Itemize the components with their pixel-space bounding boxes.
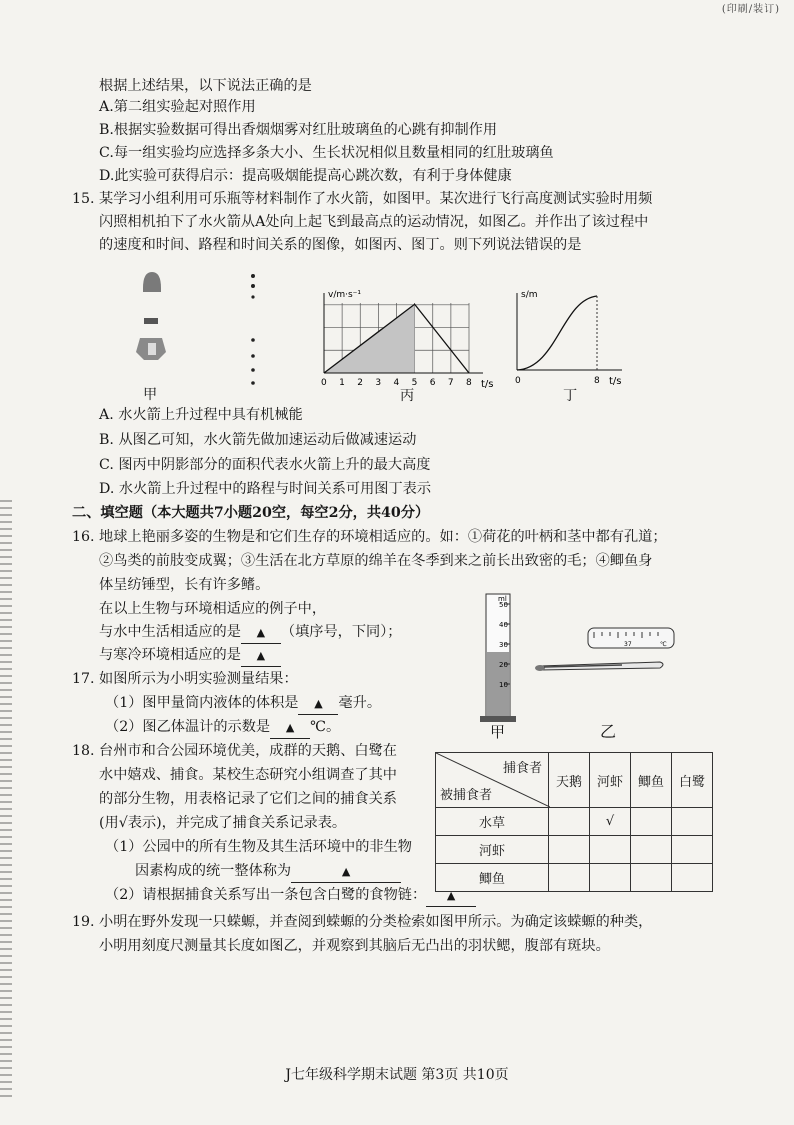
x-tick-label: 5: [411, 378, 418, 388]
velocity-time-chart: [312, 285, 497, 400]
q15-option-b: B. 从图乙可知，水火箭先做加速运动后做减速运动: [99, 432, 417, 448]
fig-ding-label: 丁: [563, 388, 578, 404]
q18-line1: 台州市和合公园环境优美，成群的天鹅、白鹭在: [99, 743, 397, 759]
cylinder-unit: ml: [498, 595, 507, 603]
q16-line4: 在以上生物与环境相适应的例子中，: [99, 601, 327, 617]
q19-number: 19.: [72, 914, 95, 930]
q17-number: 17.: [72, 671, 95, 687]
col-header: 白鹭: [672, 753, 713, 808]
answer-blank[interactable]: ▲: [291, 862, 401, 883]
q15-option-d: D. 水火箭上升过程中的路程与时间关系可用图丁表示: [99, 481, 432, 497]
q18-number: 18.: [72, 743, 95, 759]
x-tick-label: 7: [447, 378, 454, 388]
q18-line3: 的部分生物，用表格记录了它们之间的捕食关系: [99, 791, 397, 807]
tick-20: 20: [499, 661, 508, 669]
fig-jia-label: 甲: [143, 387, 158, 403]
q18-part1b: 因素构成的统一整体称为 ▲: [135, 861, 401, 883]
answer-blank[interactable]: ▲: [270, 718, 310, 739]
x-axis-label: t/s: [481, 379, 494, 390]
x-tick-label: 4: [393, 378, 400, 388]
graduated-cylinder: [478, 590, 518, 725]
rocket-top-icon: [143, 272, 161, 292]
col-header: 天鹅: [549, 753, 590, 808]
table-row: 水草 √: [436, 808, 713, 836]
tick-10: 10: [499, 681, 508, 689]
thermo-bulb-icon: [535, 665, 545, 671]
q17-part2: （2）图乙体温计的示数是 ▲ ℃。: [105, 717, 340, 739]
x-tick-label: 0: [321, 378, 327, 388]
predation-table: [435, 752, 713, 892]
q15-line2: 闪照相机拍下了水火箭从A处向上起飞到最高点的运动情况，如图乙。并作出了该过程中: [99, 214, 649, 230]
thermo-label-37: 37: [624, 641, 632, 648]
flash-photo-dots: [245, 270, 265, 390]
answer-blank[interactable]: ▲: [241, 646, 281, 667]
q19-line2: 小明用刻度尺测量其长度如图乙，并观察到其脑后无凸出的羽状鳃，腹部有斑块。: [99, 938, 610, 954]
q15-number: 15.: [72, 191, 95, 207]
clinical-thermometer: [530, 622, 680, 682]
table-header-corner: 捕食者 被捕食者: [436, 753, 549, 808]
q17-stem: 如图所示为小明实验测量结果：: [99, 671, 298, 687]
table-row: 鲫鱼: [436, 864, 713, 892]
q18-line4: (用√表示)，并完成了捕食关系记录表。: [99, 815, 347, 831]
q15-line1: 某学习小组利用可乐瓶等材料制作了水火箭，如图甲。某次进行飞行高度测试实验时用频: [99, 191, 653, 207]
q14-option-c: C.每一组实验均应选择多条大小、生长状况相似且数量相同的红肚玻璃鱼: [99, 145, 554, 161]
fig-bing-label: 丙: [400, 388, 415, 404]
x-axis-label: t/s: [609, 376, 622, 387]
section-heading: 二、填空题（本大题共7小题20空，每空2分，共40分）: [72, 505, 430, 521]
q17-part1: （1）图甲量筒内液体的体积是 ▲ 毫升。: [105, 693, 381, 715]
q15-option-a: A. 水火箭上升过程中具有机械能: [99, 407, 303, 423]
thermo-label-c: ℃: [660, 641, 667, 648]
rocket-mid-icon: [144, 318, 158, 324]
y-axis-label: v/m·s⁻¹: [328, 290, 362, 300]
distance-curve: [517, 296, 597, 370]
rocket-figure: [130, 268, 180, 398]
tick-50: 50: [499, 601, 508, 609]
q16-line1: 地球上艳丽多姿的生物是和它们生存的环境相适应的。如：①荷花的叶柄和茎中都有孔道；: [99, 529, 667, 545]
page-footer: J七年级科学期末试题 第3页 共10页: [285, 1067, 509, 1083]
q14-option-a: A.第二组实验起对照作用: [99, 99, 256, 115]
q15-option-c: C. 图丙中阴影部分的面积代表水火箭上升的最大高度: [99, 457, 431, 473]
q14-stem: 根据上述结果，以下说法正确的是: [99, 78, 312, 94]
binding-edge: [0, 500, 12, 1100]
q14-option-d: D.此实验可获得启示：提高吸烟能提高心跳次数，有利于身体健康: [99, 168, 512, 184]
q15-line3: 的速度和时间、路程和时间关系的图像，如图丙、图丁。则下列说法错误的是: [99, 237, 582, 253]
col-header: 鲫鱼: [631, 753, 672, 808]
q18-part1a: （1）公园中的所有生物及其生活环境中的非生物: [105, 839, 412, 855]
x-tick-label: 2: [357, 378, 363, 388]
tick-30: 30: [499, 641, 508, 649]
answer-blank[interactable]: ▲: [241, 623, 281, 644]
q16-line3: 体呈纺锤型，长有许多鳍。: [99, 577, 270, 593]
x-tick-label: 8: [594, 376, 600, 386]
answer-blank[interactable]: ▲: [426, 886, 476, 907]
x-tick-label: 0: [515, 376, 521, 386]
fig-jia-label-q17: 甲: [490, 723, 506, 741]
q16-line6: 与寒冷环境相适应的是 ▲: [99, 645, 281, 667]
q18-part2: （2）请根据捕食关系写出一条包含白鹭的食物链： ▲: [105, 885, 476, 907]
x-tick-label: 6: [429, 378, 436, 388]
x-tick-label: 3: [375, 378, 382, 388]
col-header: 河虾: [590, 753, 631, 808]
q19-line1: 小明在野外发现一只蝾螈，并查阅到蝾螈的分类检索如图甲所示。为确定该蝾螈的种类，: [99, 914, 653, 930]
q18-line2: 水中嬉戏、捕食。某校生态研究小组调查了其中: [99, 767, 397, 783]
q16-line5: 与水中生活相适应的是 ▲ （填序号，下同）；: [99, 622, 401, 644]
distance-time-chart: [505, 285, 635, 395]
answer-blank[interactable]: ▲: [298, 694, 338, 715]
y-axis-label: s/m: [521, 290, 538, 300]
x-tick-label: 8: [466, 378, 472, 388]
q16-number: 16.: [72, 529, 95, 545]
x-tick-label: 1: [339, 378, 345, 388]
corner-mark: (印刷/装订): [721, 4, 780, 15]
q16-line2: ②鸟类的前肢变成翼；③生活在北方草原的绵羊在冬季到来之前长出致密的毛；④鲫鱼身: [99, 553, 653, 569]
fig-yi-label: 乙: [600, 722, 617, 741]
table-row: 河虾: [436, 836, 713, 864]
tick-40: 40: [499, 621, 508, 629]
q14-option-b: B.根据实验数据可得出香烟烟雾对红肚玻璃鱼的心跳有抑制作用: [99, 122, 498, 138]
